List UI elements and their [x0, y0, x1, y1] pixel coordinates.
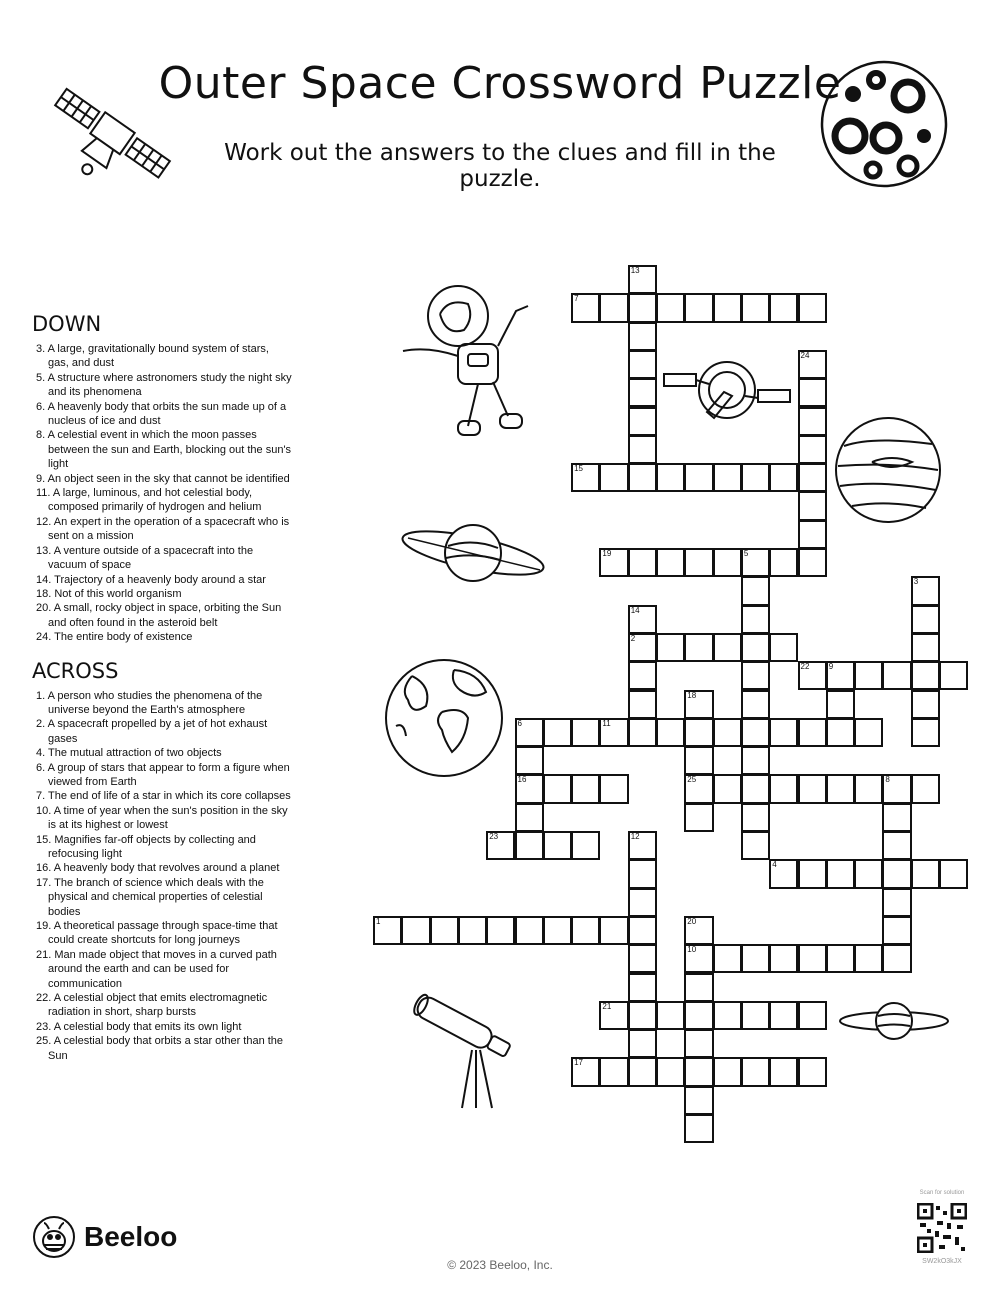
crossword-cell[interactable] — [741, 1057, 770, 1086]
cell-number: 5 — [743, 549, 749, 558]
cell-number: 9 — [828, 662, 834, 672]
crossword-cell[interactable] — [882, 831, 911, 860]
cell-number: 21 — [602, 1001, 612, 1011]
copyright: © 2023 Beeloo, Inc. — [447, 1258, 553, 1272]
crossword-cell[interactable] — [684, 293, 713, 322]
page-title: Outer Space Crossword Puzzle — [158, 58, 842, 109]
crossword-cell[interactable] — [599, 463, 628, 492]
across-clue: 1. A person who studies the phenomena of the universe beyond the Earth's atmosphere — [36, 689, 263, 716]
crossword-cell[interactable] — [599, 1057, 628, 1086]
brand-logo — [32, 1215, 177, 1259]
crossword-cell[interactable] — [599, 916, 628, 945]
across-clue: 17. The branch of science which deals with the physical and chemical properties of celestial bodies — [36, 876, 264, 918]
crossword-cell[interactable] — [939, 661, 968, 690]
crossword-cell[interactable] — [684, 803, 713, 832]
crossword-cell[interactable] — [684, 1057, 713, 1086]
crossword-cell[interactable] — [826, 774, 855, 803]
crossword-cell[interactable] — [628, 859, 657, 888]
crossword-cell[interactable] — [826, 859, 855, 888]
crossword-cell[interactable] — [769, 1057, 798, 1086]
earth-illustration — [382, 656, 506, 780]
crossword-cell[interactable] — [741, 831, 770, 860]
down-clue: 24. The entire body of existence — [36, 631, 193, 644]
crossword-cell[interactable] — [769, 944, 798, 973]
crossword-cell[interactable] — [543, 831, 572, 860]
crossword-cell[interactable] — [401, 916, 430, 945]
across-clue: 21. Man made object that moves in a curved path around the earth and can be used for communication — [36, 948, 277, 990]
cell-number: 22 — [800, 662, 810, 672]
down-clue-list — [32, 342, 292, 645]
crossword-cell[interactable] — [571, 831, 600, 860]
cell-number: 2 — [630, 633, 636, 643]
crossword-cell[interactable] — [628, 265, 657, 294]
crossword-cell[interactable] — [571, 1057, 600, 1086]
crossword-cell[interactable] — [628, 944, 657, 973]
across-clue: 7. The end of life of a star in which its core collapses — [36, 790, 291, 803]
crossword-cell[interactable] — [741, 661, 770, 690]
crossword-cell[interactable] — [515, 718, 544, 747]
crossword-cell[interactable] — [515, 746, 544, 775]
crossword-cell[interactable] — [741, 463, 770, 492]
crossword-cell[interactable] — [628, 1029, 657, 1058]
cell-number: 8 — [885, 775, 890, 785]
crossword-cell[interactable] — [826, 718, 855, 747]
cell-number: 6 — [517, 718, 522, 728]
cell-number: 24 — [800, 350, 810, 360]
down-clue: 8. A celestial event in which the moon passes between the sun and Earth, blocking out the sun's light — [36, 429, 292, 471]
small-saturn-illustration — [838, 996, 950, 1046]
moon-illustration — [818, 58, 950, 190]
across-clue: 15. Magnifies far-off objects by collecting and refocusing light — [36, 833, 256, 860]
crossword-cell[interactable] — [628, 661, 657, 690]
crossword-cell[interactable] — [882, 774, 911, 803]
crossword-cell[interactable] — [515, 831, 544, 860]
cell-number: 10 — [687, 945, 697, 955]
crossword-cell[interactable] — [769, 859, 798, 888]
crossword-cell[interactable] — [684, 548, 713, 577]
cell-number: 13 — [630, 266, 640, 275]
crossword-cell[interactable] — [656, 548, 685, 577]
crossword-cell[interactable] — [882, 944, 911, 973]
down-clue: 13. A venture outside of a spacecraft into the vacuum of space — [36, 544, 254, 572]
crossword-cell[interactable] — [798, 859, 827, 888]
crossword-cell[interactable] — [882, 661, 911, 690]
cell-number: 12 — [630, 832, 640, 841]
across-heading: ACROSS — [32, 658, 119, 683]
clues-panel — [32, 312, 292, 1063]
brand-name: Beeloo — [84, 1221, 178, 1252]
across-clue: 23. A celestial body that emits its own light — [36, 1020, 242, 1033]
across-clue-list — [32, 689, 292, 1064]
crossword-cell[interactable] — [911, 576, 940, 605]
crossword-cell[interactable] — [571, 916, 600, 945]
crossword-cell[interactable] — [656, 293, 685, 322]
crossword-cell[interactable] — [656, 718, 685, 747]
cell-number: 17 — [574, 1058, 583, 1068]
crossword-cell[interactable] — [769, 463, 798, 492]
space-station-illustration — [662, 352, 792, 432]
crossword-cell[interactable] — [798, 491, 827, 520]
down-clue: 9. An object seen in the sky that cannot be identified — [36, 472, 290, 485]
crossword-cell[interactable] — [882, 888, 911, 917]
across-clue: 10. A time of year when the sun's position in the sky is at its highest or lowest — [36, 804, 288, 832]
crossword-cell[interactable] — [741, 690, 770, 719]
crossword-cell[interactable] — [854, 859, 883, 888]
crossword-cell[interactable] — [684, 633, 713, 662]
cell-number: 7 — [574, 294, 579, 304]
crossword-cell[interactable] — [486, 831, 515, 860]
crossword-cell[interactable] — [769, 633, 798, 662]
down-clue: 11. A large, luminous, and hot celestial body, composed primarily of hydrogen and helium — [36, 487, 262, 514]
crossword-cell[interactable] — [798, 1057, 827, 1086]
crossword-cell[interactable] — [911, 859, 940, 888]
crossword-cell[interactable] — [515, 803, 544, 832]
down-clue: 20. A small, rocky object in space, orbiting the Sun and often found in the asteroid belt — [36, 602, 282, 629]
crossword-cell[interactable] — [741, 633, 770, 662]
crossword-cell[interactable] — [713, 1001, 742, 1030]
crossword-cell[interactable] — [656, 1001, 685, 1030]
crossword-cell[interactable] — [571, 463, 600, 492]
crossword-cell[interactable] — [515, 774, 544, 803]
crossword-cell[interactable] — [798, 407, 827, 436]
crossword-cell[interactable] — [713, 633, 742, 662]
cell-number: 3 — [913, 577, 919, 587]
cell-number: 23 — [489, 832, 499, 841]
jupiter-illustration — [832, 414, 944, 526]
crossword-cell[interactable] — [543, 774, 572, 803]
crossword-cell[interactable] — [628, 888, 657, 917]
crossword-cell[interactable] — [798, 435, 827, 464]
crossword-cell[interactable] — [684, 774, 713, 803]
cell-number: 4 — [772, 860, 777, 870]
crossword-cell[interactable] — [911, 605, 940, 634]
telescope-illustration — [402, 990, 532, 1110]
crossword-cell[interactable] — [854, 774, 883, 803]
instructions: Work out the answers to the clues and fill in the puzzle. — [224, 140, 776, 192]
crossword-cell[interactable] — [769, 548, 798, 577]
crossword-cell[interactable] — [713, 548, 742, 577]
crossword-cell[interactable] — [911, 718, 940, 747]
crossword-cell[interactable] — [628, 378, 657, 407]
crossword-cell[interactable] — [713, 718, 742, 747]
crossword-cell[interactable] — [599, 548, 628, 577]
across-clue: 4. The mutual attraction of two objects — [36, 747, 222, 760]
crossword-cell[interactable] — [628, 605, 657, 634]
crossword-cell[interactable] — [882, 916, 911, 945]
crossword-cell[interactable] — [798, 661, 827, 690]
saturn-illustration — [398, 518, 548, 588]
crossword-cell[interactable] — [628, 463, 657, 492]
crossword-cell[interactable] — [769, 718, 798, 747]
crossword-cell[interactable] — [656, 463, 685, 492]
cell-number: 1 — [376, 916, 381, 926]
crossword-cell[interactable] — [628, 718, 657, 747]
crossword-cell[interactable] — [882, 803, 911, 832]
crossword-cell[interactable] — [911, 661, 940, 690]
across-clue: 6. A group of stars that appear to form a figure when viewed from Earth — [36, 761, 290, 788]
crossword-cell[interactable] — [798, 520, 827, 549]
down-clue: 12. An expert in the operation of a spacecraft who is sent on a mission — [36, 515, 290, 543]
crossword-cell[interactable] — [628, 350, 657, 379]
crossword-cell[interactable] — [798, 378, 827, 407]
crossword-cell[interactable] — [741, 944, 770, 973]
across-clue: 22. A celestial object that emits electromagnetic radiation in short, sharp bursts — [36, 992, 268, 1019]
crossword-cell[interactable] — [628, 322, 657, 351]
crossword-cell[interactable] — [741, 718, 770, 747]
qr-code-icon[interactable] — [917, 1203, 967, 1253]
crossword-cell[interactable] — [798, 1001, 827, 1030]
down-clue: 3. A large, gravitationally bound system of stars, gas, and dust — [36, 343, 269, 370]
cell-number: 18 — [687, 690, 697, 700]
crossword-cell[interactable] — [628, 435, 657, 464]
qr-label: Scan for solution — [919, 1190, 965, 1196]
crossword-cell[interactable] — [798, 293, 827, 322]
crossword-cell[interactable] — [798, 350, 827, 379]
crossword-cell[interactable] — [628, 407, 657, 436]
crossword-cell[interactable] — [713, 293, 742, 322]
crossword-cell[interactable] — [543, 718, 572, 747]
crossword-cell[interactable] — [798, 718, 827, 747]
crossword-cell[interactable] — [854, 944, 883, 973]
crossword-cell[interactable] — [741, 293, 770, 322]
crossword-cell[interactable] — [684, 973, 713, 1002]
across-clue: 2. A spacecraft propelled by a jet of hot exhaust gases — [36, 718, 268, 745]
cell-number: 20 — [687, 916, 697, 926]
crossword-cell[interactable] — [713, 944, 742, 973]
crossword-cell[interactable] — [684, 690, 713, 719]
across-clue: 16. A heavenly body that revolves around a planet — [36, 862, 280, 875]
crossword-cell[interactable] — [599, 774, 628, 803]
crossword-cell[interactable] — [628, 831, 657, 860]
crossword-cell[interactable] — [599, 293, 628, 322]
satellite-illustration — [38, 66, 188, 206]
down-clue: 5. A structure where astronomers study the night sky and its phenomena — [36, 371, 292, 399]
crossword-cell[interactable] — [798, 463, 827, 492]
cell-number: 16 — [517, 775, 527, 785]
crossword-cell[interactable] — [656, 1057, 685, 1086]
crossword-cell[interactable] — [684, 1001, 713, 1030]
crossword-cell[interactable] — [939, 859, 968, 888]
cell-number: 15 — [574, 464, 583, 474]
crossword-cell[interactable] — [798, 774, 827, 803]
bee-icon — [32, 1215, 76, 1259]
crossword-cell[interactable] — [571, 774, 600, 803]
crossword-cell[interactable] — [741, 1001, 770, 1030]
down-clue: 6. A heavenly body that orbits the sun made up of a nucleus of ice and dust — [36, 400, 287, 428]
crossword-cell[interactable] — [684, 463, 713, 492]
crossword-cell[interactable] — [713, 463, 742, 492]
crossword-cell[interactable] — [628, 293, 657, 322]
crossword-cell[interactable] — [543, 916, 572, 945]
across-clue: 25. A celestial body that orbits a star other than the Sun — [36, 1035, 284, 1062]
crossword-cell[interactable] — [599, 1001, 628, 1030]
crossword-cell[interactable] — [684, 1086, 713, 1115]
crossword-cell[interactable] — [628, 1057, 657, 1086]
crossword-cell[interactable] — [826, 944, 855, 973]
crossword-cell[interactable] — [515, 916, 544, 945]
crossword-cell[interactable] — [911, 774, 940, 803]
crossword-cell[interactable] — [628, 690, 657, 719]
crossword-cell[interactable] — [684, 1114, 713, 1143]
crossword-cell[interactable] — [798, 548, 827, 577]
crossword-cell[interactable] — [684, 746, 713, 775]
crossword-cell[interactable] — [684, 944, 713, 973]
crossword-cell[interactable] — [656, 633, 685, 662]
crossword-cell[interactable] — [628, 973, 657, 1002]
crossword-cell[interactable] — [741, 548, 770, 577]
crossword-cell[interactable] — [713, 774, 742, 803]
crossword-cell[interactable] — [458, 916, 487, 945]
crossword-cell[interactable] — [741, 605, 770, 634]
crossword-cell[interactable] — [599, 718, 628, 747]
crossword-cell[interactable] — [741, 576, 770, 605]
crossword-cell[interactable] — [826, 661, 855, 690]
across-clue: 19. A theoretical passage through space-time that could create shortcuts for long journeys — [36, 920, 278, 947]
cell-number: 11 — [602, 718, 611, 728]
crossword-cell[interactable] — [373, 916, 402, 945]
crossword-cell[interactable] — [486, 916, 515, 945]
crossword-cell[interactable] — [769, 1001, 798, 1030]
crossword-cell[interactable] — [769, 293, 798, 322]
cell-number: 14 — [630, 605, 640, 615]
cell-number: 19 — [602, 549, 612, 558]
cell-number: 25 — [687, 775, 697, 785]
crossword-cell[interactable] — [882, 859, 911, 888]
down-clue: 18. Not of this world organism — [36, 587, 182, 600]
qr-code-text: SW2kO3kJX — [922, 1258, 962, 1265]
crossword-cell[interactable] — [430, 916, 459, 945]
crossword-cell[interactable] — [628, 633, 657, 662]
crossword-cell[interactable] — [826, 690, 855, 719]
astronaut-illustration — [398, 276, 538, 446]
crossword-cell[interactable] — [628, 548, 657, 577]
crossword-cell[interactable] — [911, 633, 940, 662]
crossword-cell[interactable] — [684, 718, 713, 747]
crossword-cell[interactable] — [854, 661, 883, 690]
down-clue: 14. Trajectory of a heavenly body around a star — [36, 573, 266, 586]
down-heading: DOWN — [32, 312, 102, 336]
crossword-cell[interactable] — [741, 803, 770, 832]
crossword-cell[interactable] — [769, 774, 798, 803]
crossword-cell[interactable] — [571, 718, 600, 747]
crossword-cell[interactable] — [628, 1001, 657, 1030]
crossword-cell[interactable] — [571, 293, 600, 322]
crossword-cell[interactable] — [684, 1029, 713, 1058]
crossword-cell[interactable] — [741, 774, 770, 803]
crossword-cell[interactable] — [741, 746, 770, 775]
crossword-cell[interactable] — [713, 1057, 742, 1086]
crossword-cell[interactable] — [854, 718, 883, 747]
crossword-cell[interactable] — [798, 944, 827, 973]
crossword-cell[interactable] — [911, 690, 940, 719]
crossword-cell[interactable] — [684, 916, 713, 945]
crossword-cell[interactable] — [628, 916, 657, 945]
